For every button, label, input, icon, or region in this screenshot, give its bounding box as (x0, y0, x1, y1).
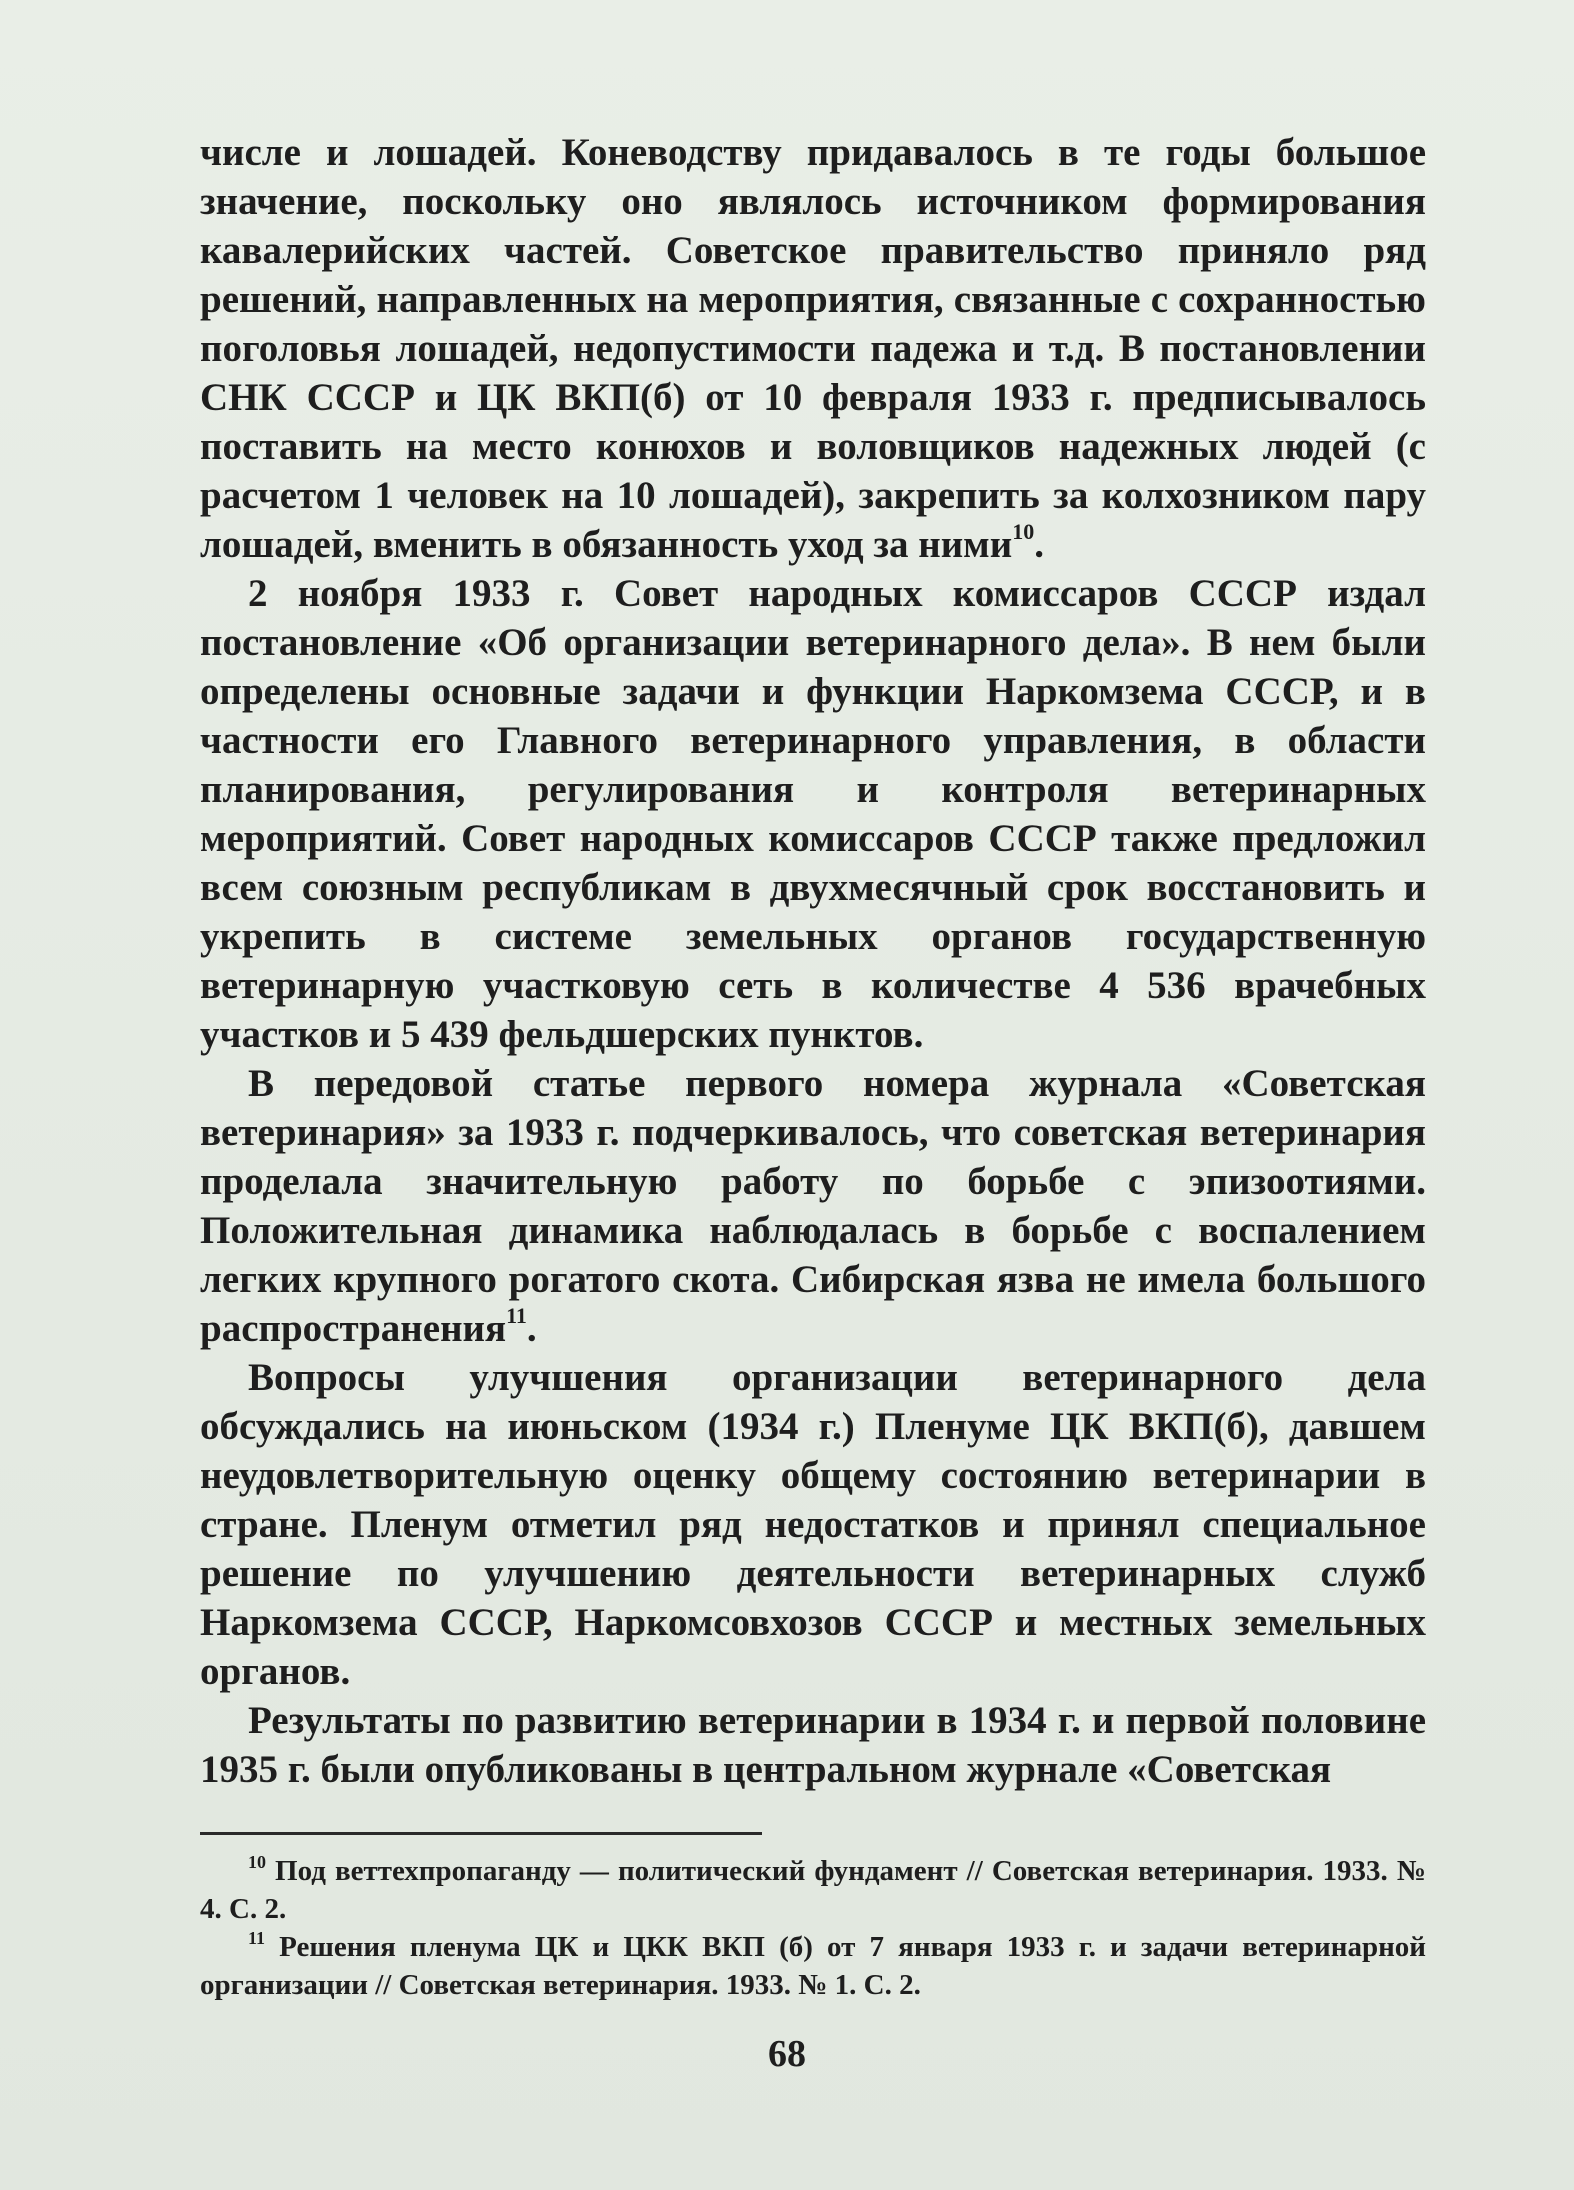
paragraph-5: Результаты по развитию ветеринарии в 1934 г. и первой половине 1935 г. были опубликованы в центральном журнале «Советская (200, 1699, 1426, 1791)
paragraph-3-end: . (526, 1307, 537, 1350)
footnote-11-mark: 11 (248, 1928, 266, 1948)
page-number: 68 (768, 2033, 806, 2075)
footnote-11-text: Решения пленума ЦК и ЦКК ВКП (б) от 7 января 1933 г. и задачи ветеринарной организации // Советская ветеринария. 1933. № 1. С. 2. (200, 1931, 1426, 2001)
footnote-11 (200, 1928, 1426, 2004)
paragraph-3 (200, 1059, 1426, 1353)
paragraph-1-end: . (1034, 523, 1044, 566)
footnote-ref-11: 11 (506, 1303, 527, 1328)
paragraph-4: Вопросы улучшения организации ветеринарного дела обсуждались на июньском (1934 г.) Пленуме ЦК ВКП(б), давшем неудовлетворительную оценку общему состоянию ветеринарии в стране. Пленум отметил ряд недостатков и принял специальное решение по улучшению деятельности ветеринарных служб Наркомзема СССР, Наркомсовхозов СССР и местных земельных органов. (200, 1356, 1426, 1693)
footnote-ref-10: 10 (1012, 519, 1035, 544)
paragraph-1-text: числе и лошадей. Коневодству придавалось в те годы большое значение, поскольку оно являлось источником формирования кавалерийских частей. Советское правительство приняло ряд решений, направленных на мероприятия, связанные с сохранностью поголовья лошадей, недопустимости падежа и т.д. В постановлении СНК СССР и ЦК ВКП(б) от 10 февраля 1933 г. предписывалось поставить на место конюхов и воловщиков надежных людей (с расчетом 1 человек на 10 лошадей), закрепить за колхозником пару лошадей, вменить в обязанность уход за ними (200, 131, 1426, 566)
paragraph-3-text: В передовой статье первого номера журнала «Советская ветеринария» за 1933 г. подчеркивалось, что советская ветеринария проделала значительную работу по борьбе с эпизоотиями. Положительная динамика наблюдалась в борьбе с воспалением легких крупного рогатого скота. Сибирская язва не имела большого распространения (200, 1062, 1426, 1350)
footnote-separator (200, 1832, 762, 1835)
footnotes (200, 1852, 1426, 2004)
paragraph-1 (200, 128, 1426, 569)
paragraph-2: 2 ноября 1933 г. Совет народных комиссаров СССР издал постановление «Об организации ветеринарного дела». В нем были определены основные задачи и функции Наркомзема СССР, и в частности его Главного ветеринарного управления, в области планирования, регулирования и контроля ветеринарных мероприятий. Совет народных комиссаров СССР также предложил всем союзным республикам в двухмесячный срок восстановить и укрепить в системе земельных органов государственную ветеринарную участковую сеть в количестве 4 536 врачебных участков и 5 439 фельдшерских пунктов. (200, 572, 1426, 1056)
footnote-10-mark: 10 (248, 1852, 266, 1872)
footnote-10-text: Под веттехпропаганду — политический фундамент // Советская ветеринария. 1933. № 4. С. 2. (200, 1855, 1426, 1925)
main-text (200, 128, 1426, 1794)
footnote-10 (200, 1852, 1426, 1928)
